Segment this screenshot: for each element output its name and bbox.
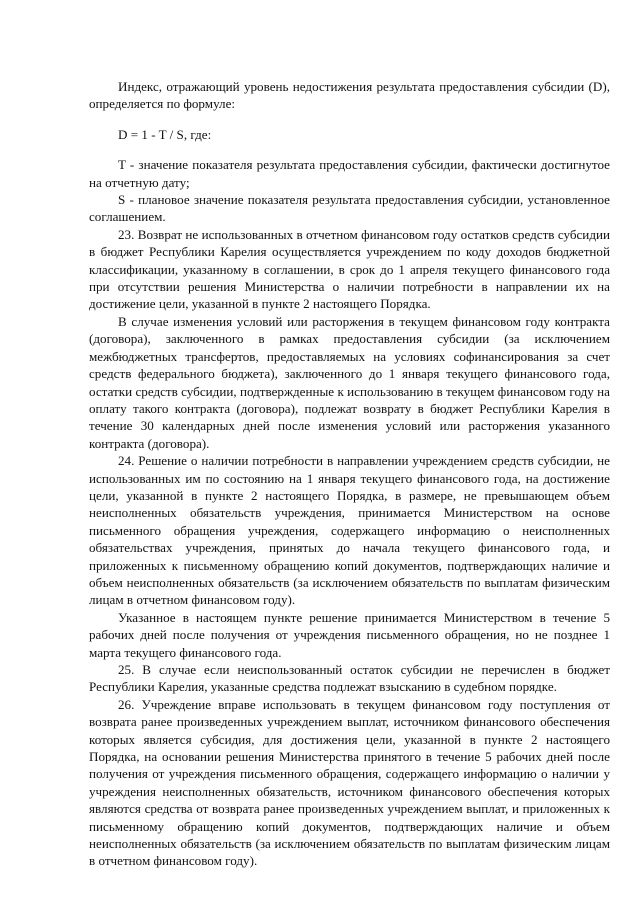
paragraph-s-definition: S - плановое значение показателя результата предоставления субсидии, установленное соглашением.: [89, 192, 610, 225]
paragraph-formula: D = 1 - T / S, где:: [118, 126, 212, 142]
paragraph-25: 25. В случае если неиспользованный остаток субсидии не перечислен в бюджет Республики Карелия, указанные средства подлежат взысканию в судебном порядке.: [89, 662, 610, 695]
paragraph-24: 24. Решение о наличии потребности в направлении учреждением средств субсидии, не использованных им по состоянию на 1 января текущего финансового года, на достижение цели, указанной в пункте 2 настоящего Порядка, в размере, не превышающем объем неисполненных обязательств учреждения, принимается Министерством на основе письменного обращения учреждения, содержащего информацию о неисполненных обязательствах учреждения, принятых до начала текущего финансового года, и приложенных к письменному обращению копий документов, подтверждающих наличие и объем неисполненных обязательств (за исключением обязательств по выплатам физическим лицам в отчетном финансовом году).: [89, 453, 610, 608]
paragraph-t-definition: T - значение показателя результата предоставления субсидии, фактически достигнутое на отчетную дату;: [89, 157, 610, 190]
paragraph-index-definition: Индекс, отражающий уровень недостижения результата предоставления субсидии (D), определяется по формуле:: [89, 79, 610, 112]
paragraph-23: 23. Возврат не использованных в отчетном финансовом году остатков средств субсидии в бюджет Республики Карелия осуществляется учреждением по коду доходов бюджетной классификации, указанному в соглашении, в срок до 1 апреля текущего финансового года при отсутствии решения Министерства о наличии потребности в направлении их на достижение цели, указанной в пункте 2 настоящего Порядка.: [89, 226, 610, 312]
paragraph-24-decision: Указанное в настоящем пункте решение принимается Министерством в течение 5 рабочих дней после получения от учреждения письменного обращения, но не позднее 1 марта текущего финансового года.: [89, 609, 610, 660]
paragraph-26: 26. Учреждение вправе использовать в текущем финансовом году поступления от возврата ранее произведенных учреждением выплат, источником финансового обеспечения которых является субсидия, для достижения цели, указанной в пункте 2 настоящего Порядка, на основании решения Министерства принятого в течение 5 рабочих дней после получения от учреждения письменного обращения, содержащего информацию о наличии у учреждения неисполненных обязательств, источником финансового обеспечения которых являются средства от возврата ранее произведенных учреждением выплат, и приложенных к письменному обращению копий документов, подтверждающих наличие и объем неисполненных обязательств (за исключением обязательств по выплатам физическим лицам в отчетном финансовом году).: [89, 696, 610, 869]
paragraph-23-contract: В случае изменения условий или расторжения в текущем финансовом году контракта (договора), заключенного в рамках предоставления субсидии (за исключением межбюджетных трансфертов, предоставляемых на условиях софинансирования за счет средств федерального бюджета), заключенного до 1 января текущего финансового года, остатки средств субсидии, подтвержденные к использованию в текущем финансовом году на оплату такого контракта (договора), подлежат возврату в бюджет Республики Карелия в течение 30 календарных дней после изменения условий или расторжения указанного контракта (договора).: [89, 313, 610, 451]
